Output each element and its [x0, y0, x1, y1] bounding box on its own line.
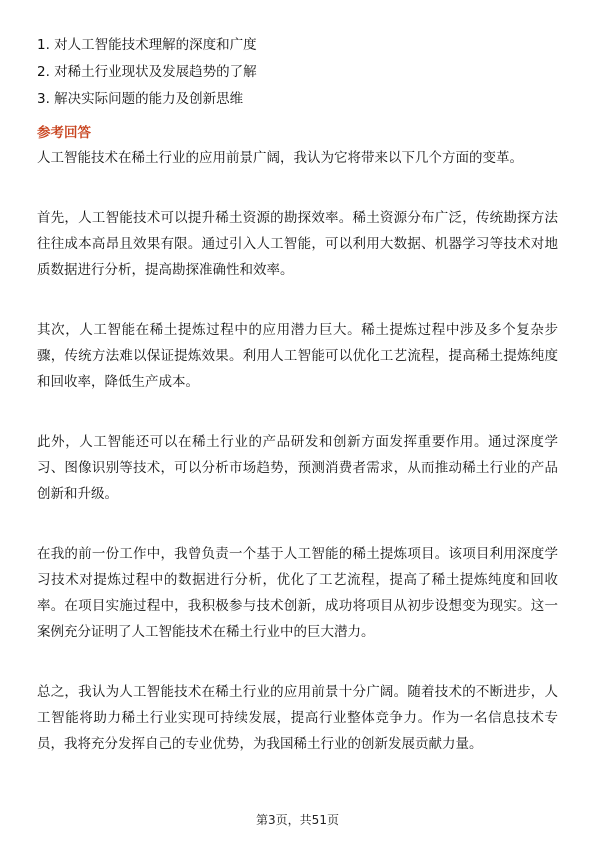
answer-paragraph: 在我的前一份工作中，我曾负责一个基于人工智能的稀土提炼项目。该项目利用深度学习技术对提炼过程中的数据进行分析，优化了工艺流程，提高了稀土提炼纯度和回收率。在项目实施过程中，我积极参与技术创新，成功将项目从初步设想变为现实。这一案例充分证明了人工智能技术在稀土行业中的巨大潜力。 [37, 546, 558, 640]
evaluation-points-list [37, 32, 557, 113]
list-item: 2. 对稀土行业现状及发展趋势的了解 [37, 64, 257, 80]
list-item: 3. 解决实际问题的能力及创新思维 [37, 91, 244, 107]
list-item: 1. 对人工智能技术理解的深度和广度 [37, 37, 257, 53]
page-number-footer: 第3页，共51页 [256, 813, 339, 827]
reference-answer-heading: 参考回答 [37, 125, 91, 141]
answer-paragraph: 人工智能技术在稀土行业的应用前景广阔，我认为它将带来以下几个方面的变革。 [37, 150, 523, 166]
answer-paragraph: 首先，人工智能技术可以提升稀土资源的勘探效率。稀土资源分布广泛，传统勘探方法往往成本高昂且效果有限。通过引入人工智能，可以利用大数据、机器学习等技术对地质数据进行分析，提高勘探准确性和效率。 [37, 210, 558, 278]
answer-paragraph: 总之，我认为人工智能技术在稀土行业的应用前景十分广阔。随着技术的不断进步，人工智能将助力稀土行业实现可持续发展，提高行业整体竞争力。作为一名信息技术专员，我将充分发挥自己的专业优势，为我国稀土行业的创新发展贡献力量。 [37, 684, 558, 752]
answer-paragraph: 此外，人工智能还可以在稀土行业的产品研发和创新方面发挥重要作用。通过深度学习、图像识别等技术，可以分析市场趋势，预测消费者需求，从而推动稀土行业的产品创新和升级。 [37, 434, 558, 502]
answer-paragraph: 其次，人工智能在稀土提炼过程中的应用潜力巨大。稀土提炼过程中涉及多个复杂步骤，传统方法难以保证提炼效果。利用人工智能可以优化工艺流程，提高稀土提炼纯度和回收率，降低生产成本。 [37, 322, 558, 390]
